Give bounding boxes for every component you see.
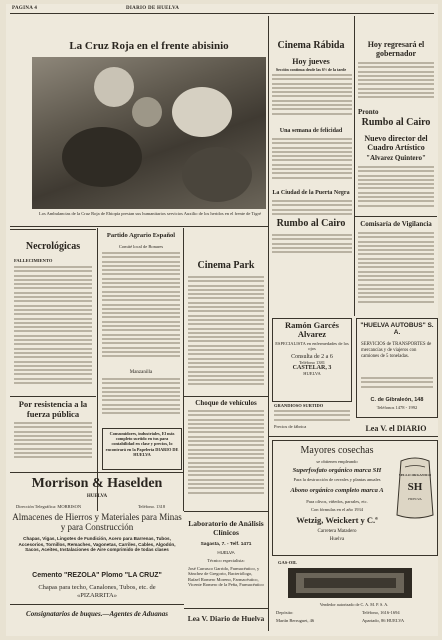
- ramon-name: Ramón Garcés Alvarez: [285, 320, 339, 339]
- abono-note: Para olivos, viñedos, parrales, etc.: [306, 499, 368, 504]
- fallecimiento: FALLECIMIENTO: [14, 258, 53, 263]
- lea-diario-2: Lea V. Diario de Huelva: [187, 614, 265, 623]
- necrologicas-title: Necrológicas: [25, 241, 81, 252]
- header-rule: [10, 13, 434, 14]
- apartado: Apartado, 86 HUELVA: [362, 618, 405, 623]
- news-photo: [32, 57, 266, 209]
- cemento: Cemento "REZOLA" Plomo "LA CRUZ": [32, 572, 162, 579]
- huelva-autobus-ad: [356, 318, 438, 418]
- autobus-title: "HUELVA AUTOBUS" S. A.: [360, 322, 434, 336]
- sack-huelva: HUELVA: [408, 497, 422, 501]
- pronto-label: Pronto: [358, 108, 379, 116]
- gas-oil-label: GAS-OIL: [278, 560, 298, 565]
- partido-title: Partido Agrario Español: [106, 232, 176, 239]
- grandioso: GRANDIOSO SURTIDO: [274, 403, 324, 408]
- feature-3: Rumbo al Cairo: [276, 218, 346, 229]
- obtienen: se obtienen empleando: [316, 459, 358, 464]
- lab-city: HUELVA: [217, 550, 235, 555]
- show-line: Sección continua desde las 6½ de la tarde: [275, 67, 347, 72]
- papeleria-text: Consumidores, industriales, El más completo surtido en tus para contabilidad en clase y precios, lo encontrará en la Papelería DIARIO DE HUELVA: [105, 431, 179, 457]
- mayores-title: Mayores cosechas: [300, 445, 374, 456]
- morrison-telegramas: Dirección Telegráfica: MORRISON: [16, 504, 82, 509]
- fertilizer-ad: [272, 440, 438, 556]
- lab-tecnico: Técnico especialista:: [207, 558, 245, 563]
- morrison-title: Morrison & Haselden: [31, 476, 163, 491]
- feature-2: La Ciudad de la Puerta Negra: [272, 190, 350, 196]
- lea-diario-1: Lea V. el DIARIO: [365, 424, 427, 433]
- feature-1: Una semana de felicidad: [279, 128, 343, 134]
- wetzig-city: Huelva: [329, 537, 345, 542]
- martin: Martín Berruguet, 46: [276, 618, 315, 623]
- comite-subtitle: Comité local de Bonares: [118, 244, 164, 249]
- confeccion: Con fórmulas en el año 1934: [310, 507, 364, 512]
- cinema-rabida-title: Cinema Rábida: [277, 40, 345, 51]
- chapas-techo: Chapas para techo, Canalones, Tubos, etc. de «PIZARRITA»: [38, 584, 156, 599]
- sack-brand: SH: [407, 481, 423, 493]
- photo-caption: Los Ambulancias de la Cruz Roja de Ebiopía prestan sus humanitarios servicios Auxilio de los heridos en el frente de Tigré: [39, 211, 261, 216]
- productos: Chapas, Vigas, Lingotes de Fundición, Acero para Barrenas, Tubos, Accesorios, Tornillos, Remaches, Vagonetas, Carriles, Cables, Algodón, Sacos, Aceites, Instalaciones de Aire comprimido de todas clases: [18, 536, 176, 553]
- consignatarios: Consignatarios de buques.—Agentes de Aduanas: [26, 610, 168, 618]
- cinema-park-title: Cinema Park: [197, 260, 255, 271]
- consulta: Consulta de 2 a 6: [291, 354, 333, 360]
- nuevo-director: Nuevo director del Cuadro Artístico: [364, 134, 428, 152]
- ramon-telefono: Teléfono 1381: [298, 360, 326, 365]
- pronto-film: Rumbo al Cairo: [361, 117, 431, 128]
- photo-headline: La Cruz Roja en el frente abisinio: [69, 40, 229, 52]
- sack-text: SELLO ORGANICO: [398, 473, 432, 477]
- lab-names: José Carrasco Garrido, Farmacéutico, y Sánchez de Gregorio, Bacteriólogo, Rafael Romero Moreno, Farmacéutico, Vicente Romero de la Peña, Farmacéutico: [188, 566, 264, 587]
- gibraleon: C. de Gibraleón, 148: [370, 397, 424, 403]
- comisaria-title: Comisaría de Vigilancia: [360, 220, 432, 228]
- choque-title: Choque de vehículos: [195, 399, 257, 407]
- vendedor: Vendedor autorizado de C. A. M. P. S. A.: [319, 602, 389, 607]
- lab-address: Sagasta, 7. - Telf. 1471: [200, 542, 252, 547]
- manzanilla-subtitle: Manzanilla: [129, 370, 153, 375]
- ramon-city: HUELVA: [303, 371, 321, 376]
- ramon-spec: ESPECIALISTA en enfermedades de los ojos: [275, 341, 349, 351]
- resistencia-title: Por resistencia a la fuerza pública: [18, 399, 88, 419]
- autobus-servicios: SERVICIOS de TRANSPORTES de mercancías y de viajeros con camiones de 5 toneladas.: [361, 342, 432, 359]
- castelar: CASTELAR, 3: [292, 365, 332, 371]
- laboratorio-title: Laboratorio de Análisis Clínicos: [188, 519, 264, 537]
- abono-title: Abono orgánico completo marca A: [290, 487, 384, 494]
- morrison-city: HUELVA: [86, 494, 108, 499]
- hoy-jueves: Hoy jueves: [292, 57, 330, 66]
- gobernador-head: Hoy regresará el gobernador: [367, 40, 425, 58]
- ramon-garces-ad: [272, 318, 352, 402]
- gas-oil-image: [288, 568, 412, 598]
- paper-name: DIARIO DE HUELVA: [126, 6, 180, 11]
- carretera: Carretera Matadero: [317, 529, 357, 534]
- gibraleon-tel: Teléfonos 1478 - 1992: [376, 405, 418, 410]
- telefono-gas: Teléfono, 1616-1694: [362, 610, 400, 615]
- wetzig-name: Wetzig, Weickert y C.ª: [296, 515, 378, 525]
- alvarez-quintero: "Alvarez Quintero": [366, 154, 426, 162]
- morrison-telefono: Teléfono. 1318: [138, 504, 166, 509]
- page-label: PAGINA 4: [12, 6, 38, 11]
- papeleria-ad: [102, 428, 182, 470]
- superfosfato-1: Superfosfato orgánico marca SH: [292, 467, 382, 474]
- deposito: Depósito:: [276, 610, 294, 615]
- newspaper-page: [6, 4, 438, 636]
- almacenes: Almacenes de Hierros y Materiales para Minas y para Construcción: [12, 512, 182, 532]
- superfosfato-note: Para la destrucción de cereales y plantas anuales: [293, 477, 381, 482]
- column-rule: [268, 16, 269, 631]
- almacen-note: Precios de fábrica: [274, 424, 307, 429]
